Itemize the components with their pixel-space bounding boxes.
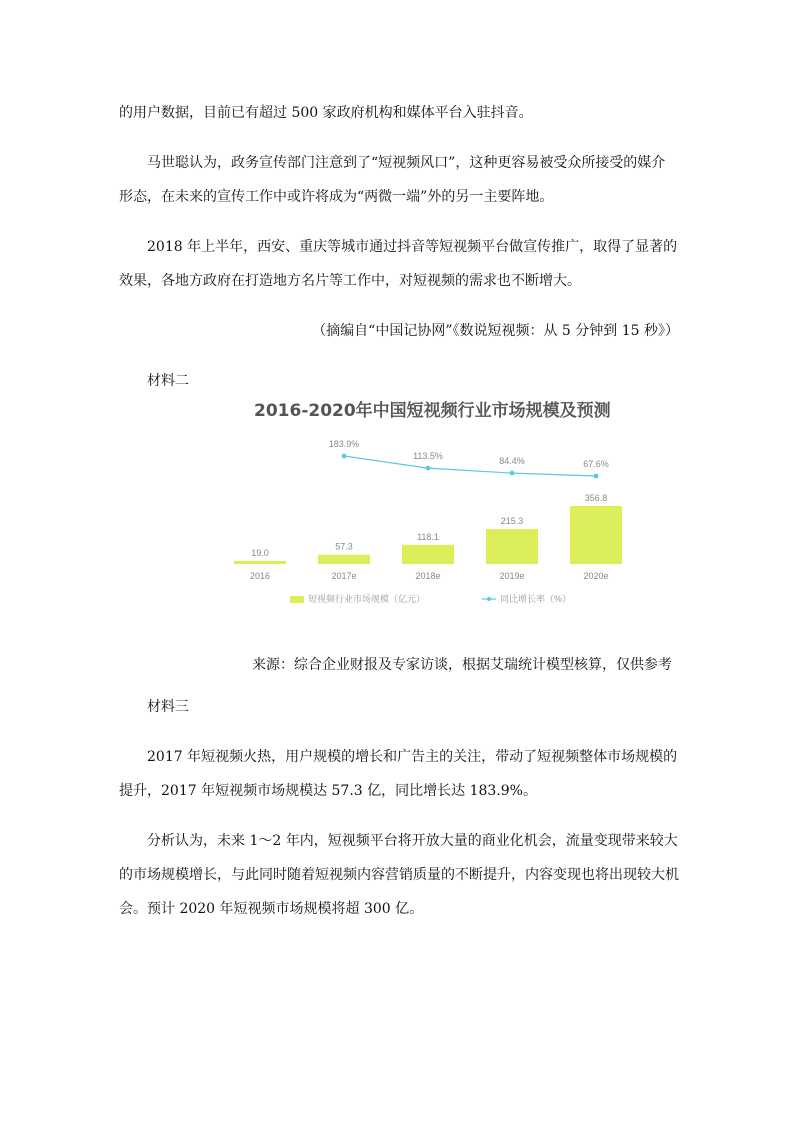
bar: [486, 529, 538, 564]
document-body: [119, 96, 679, 398]
growth-rate-line: [344, 456, 596, 476]
chart-source: 来源：综合企业财报及专家访谈，根据艾瑞统计模型核算，仅供参考: [252, 657, 672, 673]
x-tick-label: 2018e: [415, 571, 441, 581]
bar-value-label: 19.0: [251, 547, 269, 558]
growth-rate-label: 183.9%: [328, 439, 360, 449]
bar: [318, 555, 370, 564]
x-tick-label: 2019e: [499, 571, 525, 581]
growth-rate-point: [426, 466, 431, 471]
bar-value-label: 356.8: [584, 493, 608, 503]
legend-label: 同比增长率（%）: [500, 594, 572, 604]
bar: [570, 506, 622, 564]
growth-rate-point: [342, 454, 347, 459]
section-3: [119, 690, 679, 926]
bar-value-label: 57.3: [335, 541, 353, 552]
legend-label: 短视频行业市场规模（亿元）: [308, 594, 426, 604]
citation: （摘编自“中国记协网”《数说短视频：从 5 分钟到 15 秒》）: [312, 323, 679, 339]
chart-canvas: [200, 386, 700, 636]
legend-swatch-point: [487, 597, 491, 601]
section-heading: 材料二: [147, 373, 189, 389]
paragraph: 2017 年短视频火热，用户规模的增长和广告主的关注，带动了短视频整体市场规模的提升，2017 年短视频市场规模达 57.3 亿，同比增长达 183.9%。: [119, 749, 678, 799]
bar-value-label: 118.1: [417, 531, 439, 542]
section-heading: 材料三: [147, 699, 189, 715]
bar: [234, 561, 286, 564]
growth-rate-point: [594, 474, 599, 479]
growth-rate-label: 113.5%: [413, 451, 443, 462]
market-size-chart: [200, 386, 700, 636]
bar: [402, 545, 454, 564]
paragraph: 的用户数据，目前已有超过 500 家政府机构和媒体平台入驻抖音。: [119, 105, 533, 121]
growth-rate-label: 67.6%: [583, 459, 609, 469]
x-tick-label: 2016: [249, 571, 271, 581]
growth-rate-label: 84.4%: [499, 456, 525, 467]
growth-rate-point: [510, 471, 515, 476]
x-tick-label: 2020e: [583, 571, 609, 581]
bar-value-label: 215.3: [500, 516, 524, 527]
paragraph: 分析认为，未来 1～2 年内，短视频平台将开放大量的商业化机会，流量变现带来较大的市场规模增长，与此同时随着短视频内容营销质量的不断提升，内容变现也将出现较大机会。预计 2020 年短视频市场规模将超 300 亿。: [119, 833, 679, 917]
legend-swatch-bar: [290, 596, 304, 603]
x-tick-label: 2017e: [331, 571, 357, 581]
chart-title: 2016-2020年中国短视频行业市场规模及预测: [254, 401, 611, 421]
paragraph: 马世聪认为，政务宣传部门注意到了“短视频风口”，这种更容易被受众所接受的媒介形态，在未来的宣传工作中或许将成为“两微一端”外的另一主要阵地。: [119, 155, 666, 205]
paragraph: 2018 年上半年，西安、重庆等城市通过抖音等短视频平台做宣传推广，取得了显著的效果，各地方政府在打造地方名片等工作中，对短视频的需求也不断增大。: [119, 239, 678, 289]
